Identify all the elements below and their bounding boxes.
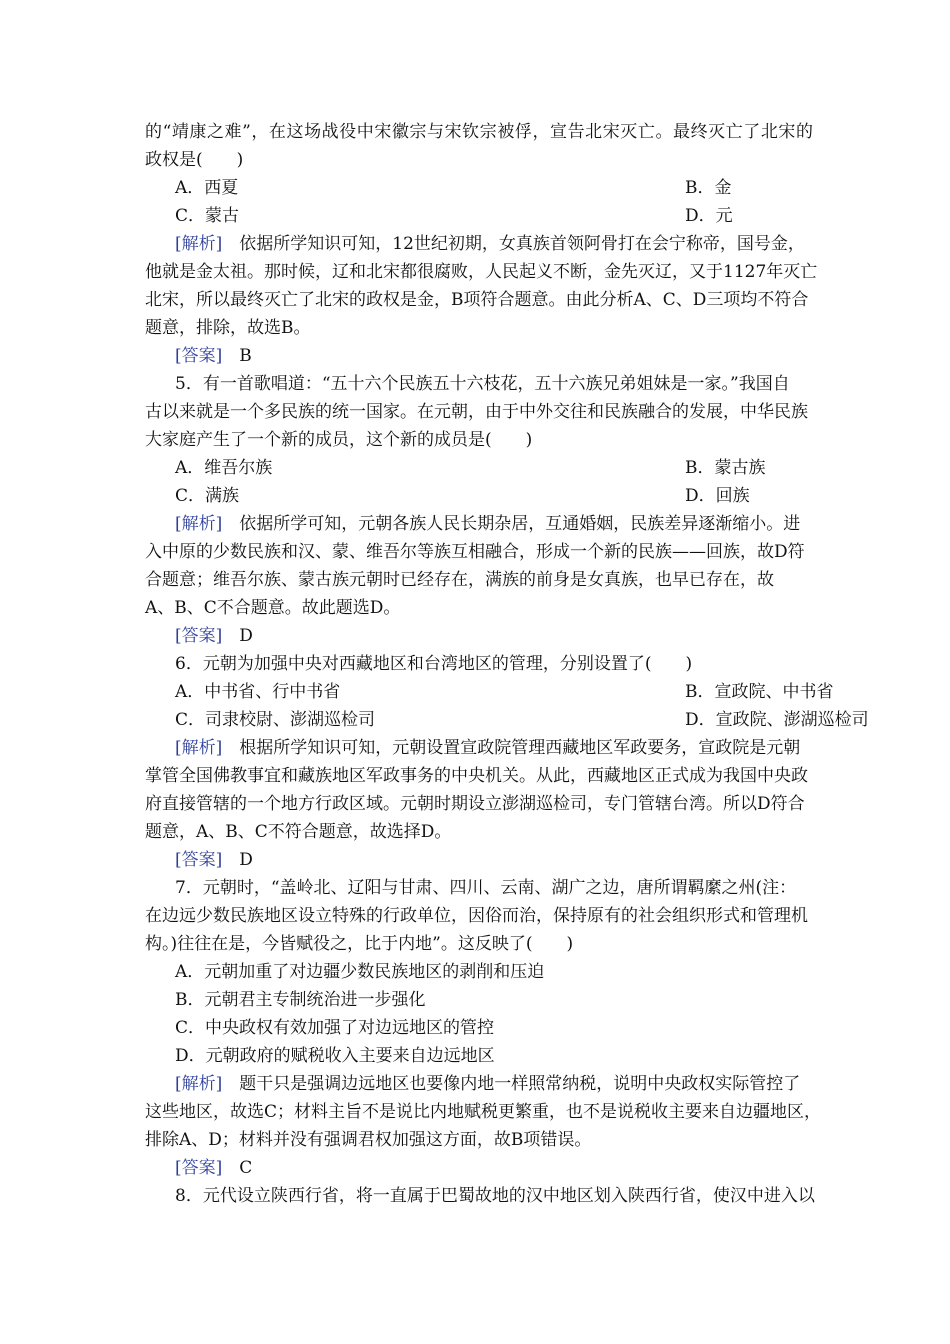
- q6-analysis-text-1: 根据所学知识可知，元朝设置宣政院管理西藏地区军政要务，宣政院是元朝: [239, 738, 801, 758]
- q5-option-d: D．回族: [685, 486, 750, 506]
- q6-answer-line: [175, 850, 843, 870]
- q4-option-row-1: [175, 178, 843, 198]
- q4-analysis-line-3: 北宋，所以最终灭亡了北宋的政权是金，B项符合题意。由此分析A、C、D三项均不符合: [145, 290, 809, 310]
- q5-stem-line-3: 大家庭产生了一个新的成员，这个新的成员是( ): [145, 430, 533, 450]
- q6-answer: D: [239, 850, 253, 870]
- q5-analysis-text-1: 依据所学可知，元朝各族人民长期杂居，互通婚姻，民族差异逐渐缩小。进: [239, 514, 801, 534]
- q4-option-d: D．元: [685, 206, 733, 226]
- q4-analysis-line-1: [175, 234, 813, 254]
- q6-option-row-2: [175, 710, 869, 730]
- q4-option-row-2: [175, 206, 843, 226]
- q7-option-a: A．元朝加重了对边疆少数民族地区的剥削和压迫: [175, 962, 545, 982]
- q4-answer: B: [239, 346, 252, 366]
- q7-analysis-line-3: 排除A、D；材料并没有强调君权加强这方面，故B项错误。: [145, 1130, 592, 1150]
- q5-analysis-tag: [解析]: [175, 514, 223, 534]
- q5-stem-line-2: 古以来就是一个多民族的统一国家。在元朝，由于中外交往和民族融合的发展，中华民族: [145, 402, 808, 422]
- q7-analysis-tag: [解析]: [175, 1074, 223, 1094]
- q6-stem-line-1: 6．元朝为加强中央对西藏地区和台湾地区的管理，分别设置了( ): [175, 654, 693, 674]
- q7-answer-tag: [答案]: [175, 1158, 223, 1178]
- q7-option-b: B．元朝君主专制统治进一步强化: [175, 990, 426, 1010]
- q7-answer: C: [239, 1158, 253, 1178]
- q5-analysis-line-2: 入中原的少数民族和汉、蒙、维吾尔等族互相融合，形成一个新的民族——回族，故D符: [145, 542, 805, 562]
- q4-answer-tag: [答案]: [175, 346, 223, 366]
- q4-analysis-line-2: 他就是金太祖。那时候，辽和北宋都很腐败，人民起义不断，金先灭辽，又于1127年灭亡: [145, 262, 818, 282]
- q7-stem-line-2: 在边远少数民族地区设立特殊的行政单位，因俗而治，保持原有的社会组织形式和管理机: [145, 906, 808, 926]
- q6-answer-tag: [答案]: [175, 850, 223, 870]
- q4-analysis-tag: [解析]: [175, 234, 223, 254]
- q7-answer-line: [175, 1158, 843, 1178]
- q5-analysis-line-3: 合题意；维吾尔族、蒙古族元朝时已经存在，满族的前身是女真族，也早已存在，故: [145, 570, 774, 590]
- q6-analysis-line-4: 题意，A、B、C不符合题意，故选择D。: [145, 822, 452, 842]
- q7-stem-line-3: 构。)往往在是，今皆赋役之，比于内地”。这反映了( ): [145, 934, 574, 954]
- q4-option-c: C．蒙古: [175, 206, 240, 226]
- q5-answer-line: [175, 626, 843, 646]
- q7-analysis-line-2: 这些地区，故选C；材料主旨不是说比内地赋税更繁重，也不是说税收主要来自边疆地区，: [145, 1102, 822, 1122]
- q6-analysis-line-1: [175, 738, 813, 758]
- q4-analysis-text-1: 依据所学知识可知，12世纪初期，女真族首领阿骨打在会宁称帝，国号金，: [239, 234, 805, 254]
- q8-stem-line-1: 8．元代设立陕西行省，将一直属于巴蜀故地的汉中地区划入陕西行省，使汉中进入以: [175, 1186, 815, 1206]
- q7-stem-line-1: 7．元朝时，“盖岭北、辽阳与甘肃、四川、云南、湖广之边，唐所谓羁縻之州(注：: [175, 878, 797, 898]
- q5-option-c: C．满族: [175, 486, 240, 506]
- q5-option-row-1: [175, 458, 843, 478]
- q6-option-c: C．司隶校尉、澎湖巡检司: [175, 710, 376, 730]
- q4-option-a: A．西夏: [175, 178, 239, 198]
- q5-answer-tag: [答案]: [175, 626, 223, 646]
- q5-analysis-line-4: A、B、C不合题意。故此题选D。: [145, 598, 401, 618]
- q7-option-c: C．中央政权有效加强了对边远地区的管控: [175, 1018, 495, 1038]
- q4-stem-line-2: 政权是( ): [145, 150, 244, 170]
- q5-stem-line-1: 5．有一首歌唱道：“五十六个民族五十六枝花，五十六族兄弟姐妹是一家。”我国自: [175, 374, 790, 394]
- q7-option-d: D．元朝政府的赋税收入主要来自边远地区: [175, 1046, 495, 1066]
- q4-answer-line: [175, 346, 843, 366]
- q7-analysis-line-1: [175, 1074, 813, 1094]
- q6-analysis-line-3: 府直接管辖的一个地方行政区域。元朝时期设立澎湖巡检司，专门管辖台湾。所以D符合: [145, 794, 805, 814]
- q4-analysis-line-4: 题意，排除，故选B。: [145, 318, 311, 338]
- q6-option-b: B．宣政院、中书省: [685, 682, 834, 702]
- q6-analysis-tag: [解析]: [175, 738, 223, 758]
- q6-option-a: A．中书省、行中书省: [175, 682, 341, 702]
- q5-answer: D: [239, 626, 253, 646]
- q6-option-row-1: [175, 682, 843, 702]
- q4-option-b: B．金: [685, 178, 732, 198]
- q4-stem-line-1: 的“靖康之难”，在这场战役中宋徽宗与宋钦宗被俘，宣告北宋灭亡。最终灭亡了北宋的: [145, 122, 813, 142]
- q6-option-d: D．宣政院、澎湖巡检司: [685, 710, 869, 730]
- q7-analysis-text-1: 题干只是强调边远地区也要像内地一样照常纳税，说明中央政权实际管控了: [239, 1074, 801, 1094]
- q5-analysis-line-1: [175, 514, 813, 534]
- q5-option-a: A．维吾尔族: [175, 458, 273, 478]
- q5-option-row-2: [175, 486, 843, 506]
- q6-analysis-line-2: 掌管全国佛教事宜和藏族地区军政事务的中央机关。从此，西藏地区正式成为我国中央政: [145, 766, 808, 786]
- q5-option-b: B．蒙古族: [685, 458, 766, 478]
